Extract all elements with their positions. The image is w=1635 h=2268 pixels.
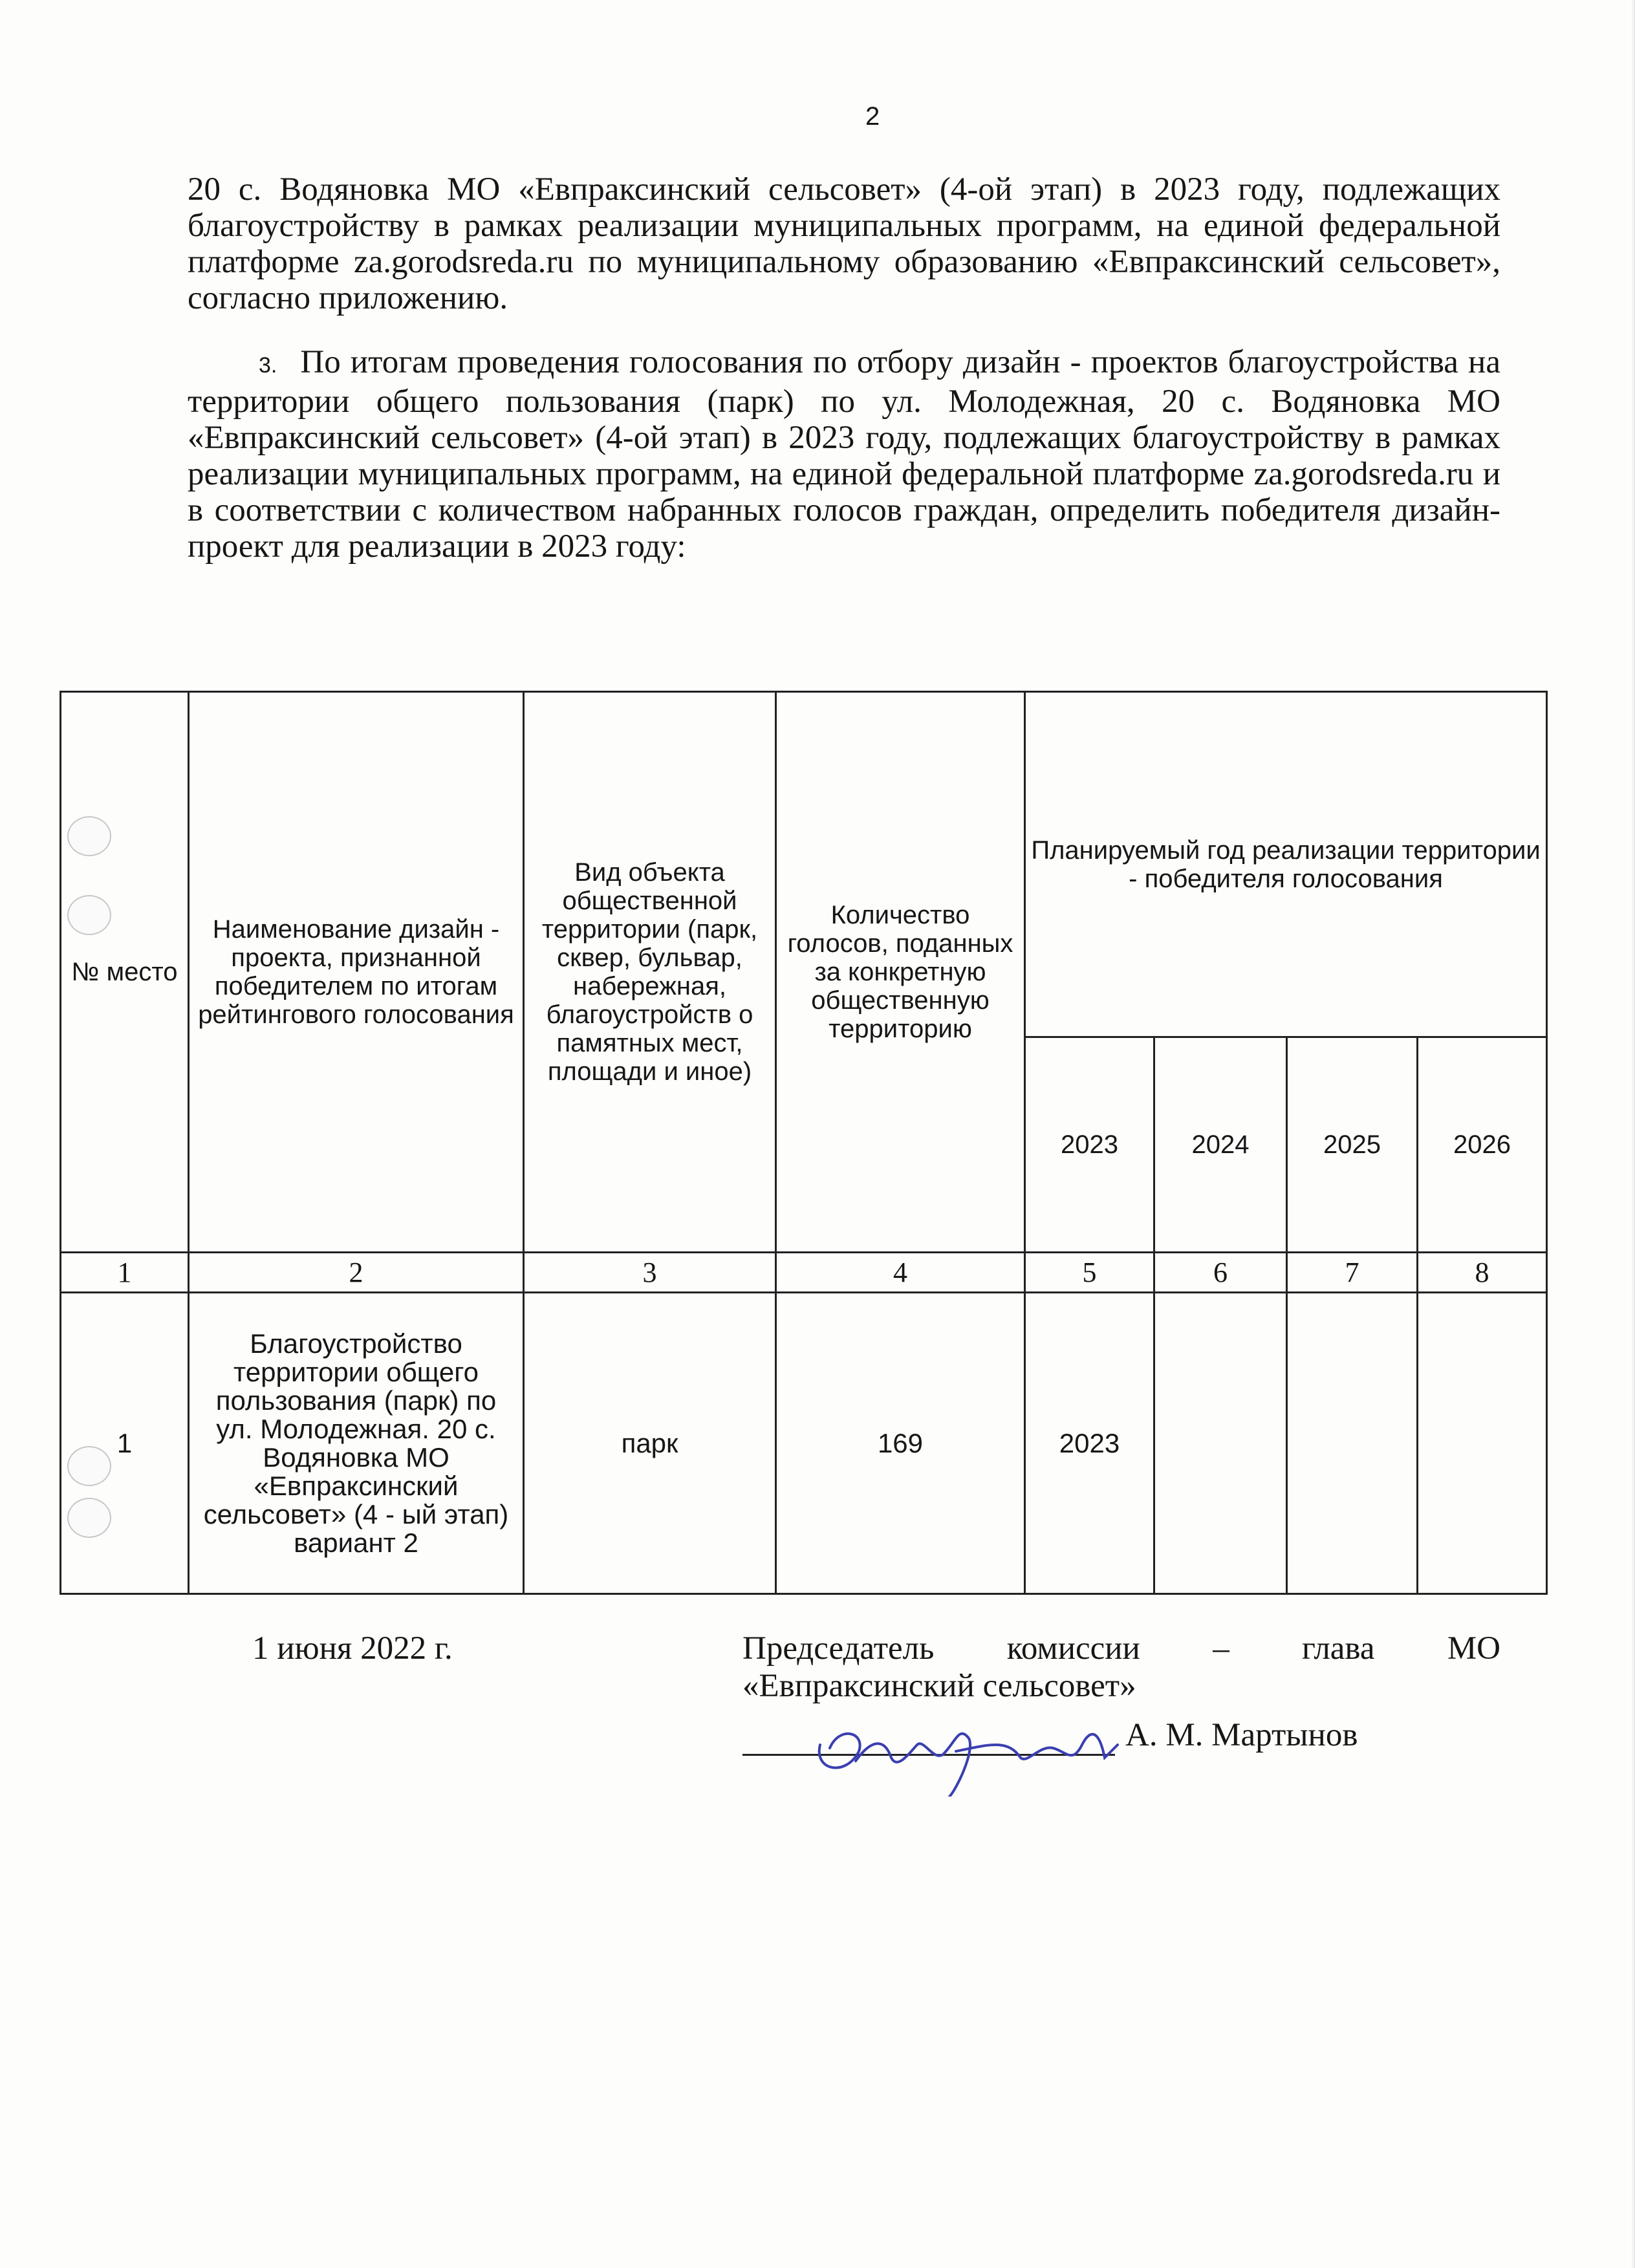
signer-title-word: – xyxy=(1213,1630,1229,1667)
header-project-name: Наименование дизайн - проекта, признанной победителем по итогам рейтингового голосования xyxy=(189,692,524,1253)
signer-title-word: глава xyxy=(1302,1630,1375,1667)
column-index: 3 xyxy=(524,1252,776,1292)
paragraph-continuation: 20 с. Водяновка МО «Евпраксинский сельсовет» (4-ой этап) в 2023 году, подлежащих благоустройству в рамках реализации муниципальных программ, на единой федеральной платформе za.gorodsreda.ru по муниципальному образованию «Евпраксинский сельсовет», согласно приложению. xyxy=(188,171,1500,316)
table-row xyxy=(61,1293,1547,1594)
column-index: 2 xyxy=(189,1252,524,1292)
cell-object-type: парк xyxy=(524,1293,776,1594)
column-index: 6 xyxy=(1154,1252,1287,1292)
signer-title-word: Председатель xyxy=(742,1630,935,1667)
header-year-2025: 2025 xyxy=(1287,1037,1418,1253)
document-date: 1 июня 2022 г. xyxy=(252,1630,453,1667)
header-year-2026: 2026 xyxy=(1418,1037,1547,1253)
column-index: 4 xyxy=(776,1252,1025,1292)
signer-title xyxy=(742,1630,1500,1667)
cell-project-name: Благоустройство территории общего пользования (парк) по ул. Молодежная. 20 с. Водяновка МО «Евпраксинский сельсовет» (4 - ый этап) вариант 2 xyxy=(189,1293,524,1594)
paragraph-number: 3. xyxy=(259,353,277,378)
header-planned-year: Планируемый год реализации территории - победителя голосования xyxy=(1025,692,1547,1037)
signer-title-word: комиссии xyxy=(1006,1630,1140,1667)
cell-votes: 169 xyxy=(776,1293,1025,1594)
handwritten-signature xyxy=(794,1700,1131,1797)
header-year-2024: 2024 xyxy=(1154,1037,1287,1253)
column-index: 5 xyxy=(1025,1252,1154,1292)
paragraph-item-3 xyxy=(188,344,1500,565)
signer-name: А. М. Мартынов xyxy=(1125,1717,1358,1753)
scan-edge-shadow xyxy=(1631,0,1635,2268)
cell-year-2023: 2023 xyxy=(1025,1293,1154,1594)
page-number: 2 xyxy=(865,102,880,131)
column-index: 1 xyxy=(61,1252,189,1292)
signature-row xyxy=(742,1712,1500,1764)
cell-place: 1 xyxy=(61,1293,189,1594)
header-place: № место xyxy=(61,692,189,1253)
cell-year-2024 xyxy=(1154,1293,1287,1594)
column-index-row xyxy=(61,1252,1547,1292)
column-index: 7 xyxy=(1287,1252,1418,1292)
signer-title-word: МО xyxy=(1447,1630,1500,1667)
column-index: 8 xyxy=(1418,1252,1547,1292)
signer-block xyxy=(742,1630,1500,1705)
voting-results-table xyxy=(60,691,1548,1595)
header-object-type: Вид объекта общественной территории (парк, сквер, бульвар, набережная, благоустройств о памятных мест, площади и иное) xyxy=(524,692,776,1253)
header-year-2023: 2023 xyxy=(1025,1037,1154,1253)
header-votes: Количество голосов, поданных за конкретную общественную территорию xyxy=(776,692,1025,1253)
cell-year-2025 xyxy=(1287,1293,1418,1594)
signer-organization: «Евпраксинский сельсовет» xyxy=(742,1668,1136,1704)
paragraph-text: По итогам проведения голосования по отбору дизайн - проектов благоустройства на территории общего пользования (парк) по ул. Молодежная, 20 с. Водяновка МО «Евпраксинский сельсовет» (4-ой этап) в 2023 году, подлежащих благоустройству в рамках реализации муниципальных программ, на единой федеральной платформе za.gorodsreda.ru и в соответствии с количеством набранных голосов граждан, определить победителя дизайн-проект для реализации в 2023 году: xyxy=(188,344,1500,565)
cell-year-2026 xyxy=(1418,1293,1547,1594)
